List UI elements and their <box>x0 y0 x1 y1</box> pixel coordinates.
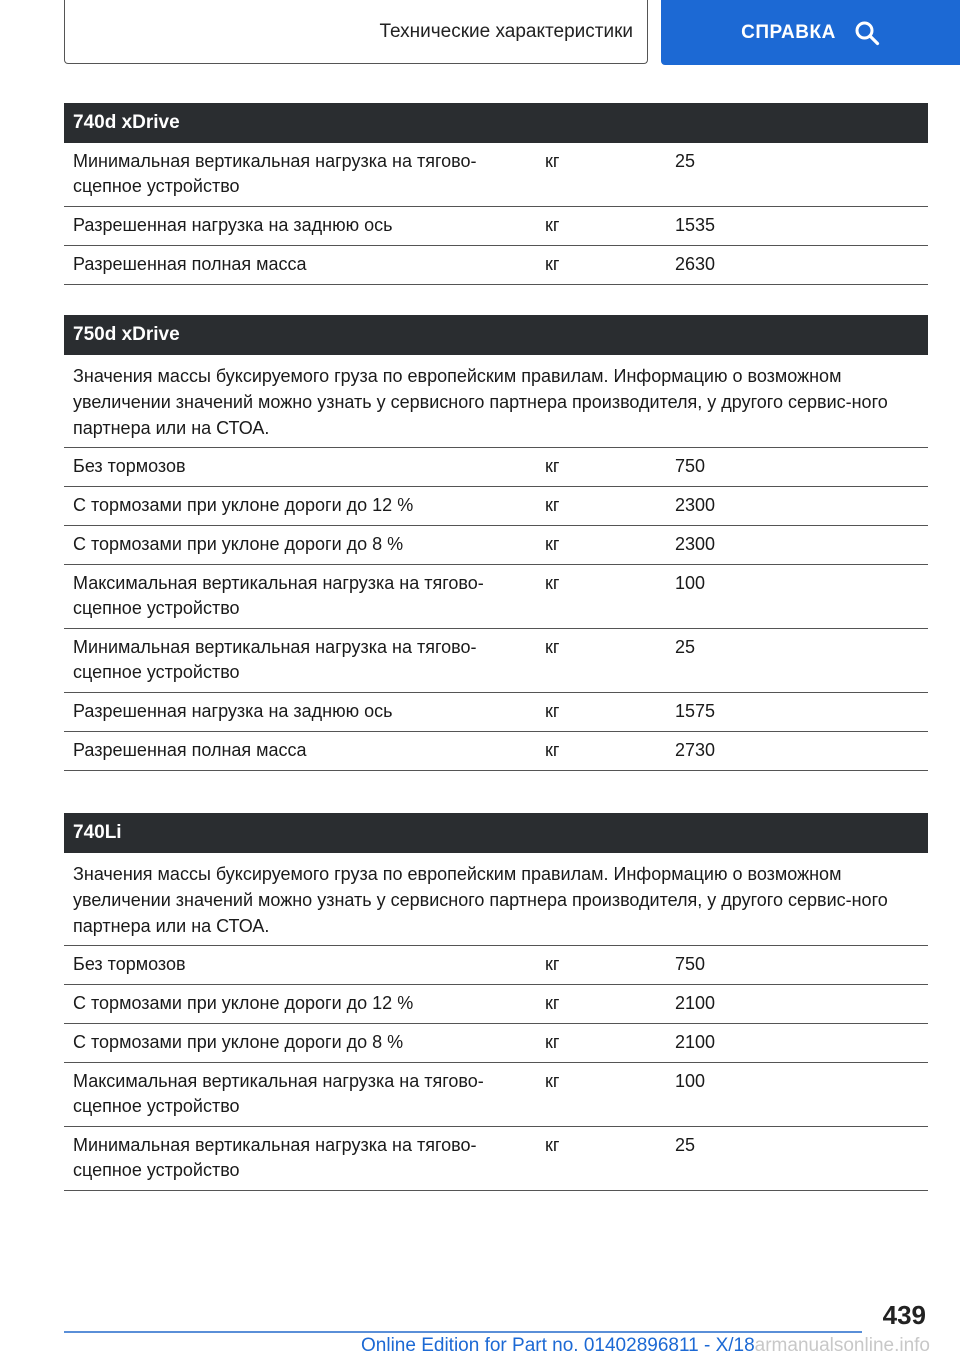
row-label: Разрешенная полная масса <box>73 254 307 274</box>
row-value: 2730 <box>675 740 716 760</box>
row-label: Максимальная вертикальная нагрузка на тягово-сцепное устройство <box>73 573 484 618</box>
row-label: Минимальная вертикальная нагрузка на тягово-сцепное устройство <box>73 1135 477 1180</box>
row-value: 750 <box>675 954 706 974</box>
row-value: 25 <box>675 637 696 657</box>
row-value: 2630 <box>675 254 716 274</box>
row-value: 2300 <box>675 495 716 515</box>
table-row <box>64 526 928 565</box>
row-unit: кг <box>545 534 560 554</box>
table-row <box>64 1063 928 1127</box>
spec-section <box>64 813 928 1191</box>
section-title: Технические характеристики <box>379 20 633 42</box>
row-unit: кг <box>545 1032 560 1052</box>
row-unit: кг <box>545 954 560 974</box>
section-heading: 750d xDrive <box>64 315 928 355</box>
row-unit: кг <box>545 993 560 1013</box>
spec-section <box>64 315 928 771</box>
row-unit: кг <box>545 254 560 274</box>
row-unit: кг <box>545 456 560 476</box>
row-value: 750 <box>675 456 706 476</box>
section-heading: 740Li <box>64 813 928 853</box>
table-row <box>64 246 928 285</box>
table-row <box>64 732 928 771</box>
table-row <box>64 985 928 1024</box>
section-heading: 740d xDrive <box>64 103 928 143</box>
row-value: 25 <box>675 1135 696 1155</box>
row-value: 100 <box>675 1071 706 1091</box>
edition-text: Online Edition for Part no. 01402896811 - X/18 <box>361 1335 755 1356</box>
row-unit: кг <box>545 637 560 657</box>
table-row <box>64 448 928 487</box>
table-row <box>64 1024 928 1063</box>
row-value: 1575 <box>675 701 716 721</box>
section-note: Значения массы буксируемого груза по европейским правилам. Информацию о возможном увеличении значений можно узнать у сервисного партнера производителя, у другого сервис-ного партнера или на СТОА. <box>64 853 928 946</box>
row-unit: кг <box>545 740 560 760</box>
page-number: 439 <box>882 1300 926 1330</box>
footer-divider <box>64 1331 862 1333</box>
search-icon[interactable] <box>854 20 880 46</box>
table-row <box>64 946 928 985</box>
row-value: 25 <box>675 151 696 171</box>
table-row <box>64 207 928 246</box>
row-unit: кг <box>545 215 560 235</box>
table-row <box>64 487 928 526</box>
row-label: Без тормозов <box>73 456 186 476</box>
row-value: 1535 <box>675 215 716 235</box>
row-unit: кг <box>545 495 560 515</box>
spec-content <box>64 103 928 1221</box>
row-unit: кг <box>545 701 560 721</box>
page-header <box>0 0 960 66</box>
table-row <box>64 143 928 207</box>
row-value: 2100 <box>675 1032 716 1052</box>
row-value: 2100 <box>675 993 716 1013</box>
row-unit: кг <box>545 1135 560 1155</box>
row-label: Разрешенная нагрузка на заднюю ось <box>73 701 393 721</box>
table-row <box>64 693 928 732</box>
row-value: 100 <box>675 573 706 593</box>
row-label: Разрешенная нагрузка на заднюю ось <box>73 215 393 235</box>
table-row <box>64 629 928 693</box>
table-row <box>64 565 928 629</box>
row-unit: кг <box>545 573 560 593</box>
row-label: Разрешенная полная масса <box>73 740 307 760</box>
spec-section <box>64 103 928 285</box>
section-tab[interactable] <box>64 0 648 64</box>
row-label: С тормозами при уклоне дороги до 12 % <box>73 993 414 1013</box>
brand-watermark: armanualsonline.info <box>754 1335 930 1356</box>
table-row <box>64 1127 928 1191</box>
row-label: С тормозами при уклоне дороги до 12 % <box>73 495 414 515</box>
footer <box>0 1335 960 1357</box>
row-label: Минимальная вертикальная нагрузка на тягово-сцепное устройство <box>73 151 477 196</box>
row-unit: кг <box>545 1071 560 1091</box>
row-label: С тормозами при уклоне дороги до 8 % <box>73 534 404 554</box>
row-value: 2300 <box>675 534 716 554</box>
row-label: Максимальная вертикальная нагрузка на тягово-сцепное устройство <box>73 1071 484 1116</box>
row-label: С тормозами при уклоне дороги до 8 % <box>73 1032 404 1052</box>
row-label: Без тормозов <box>73 954 186 974</box>
help-label: СПРАВКА <box>741 21 836 43</box>
row-unit: кг <box>545 151 560 171</box>
help-button[interactable] <box>661 0 960 65</box>
section-note: Значения массы буксируемого груза по европейским правилам. Информацию о возможном увеличении значений можно узнать у сервисного партнера производителя, у другого сервис-ного партнера или на СТОА. <box>64 355 928 448</box>
row-label: Минимальная вертикальная нагрузка на тягово-сцепное устройство <box>73 637 477 682</box>
